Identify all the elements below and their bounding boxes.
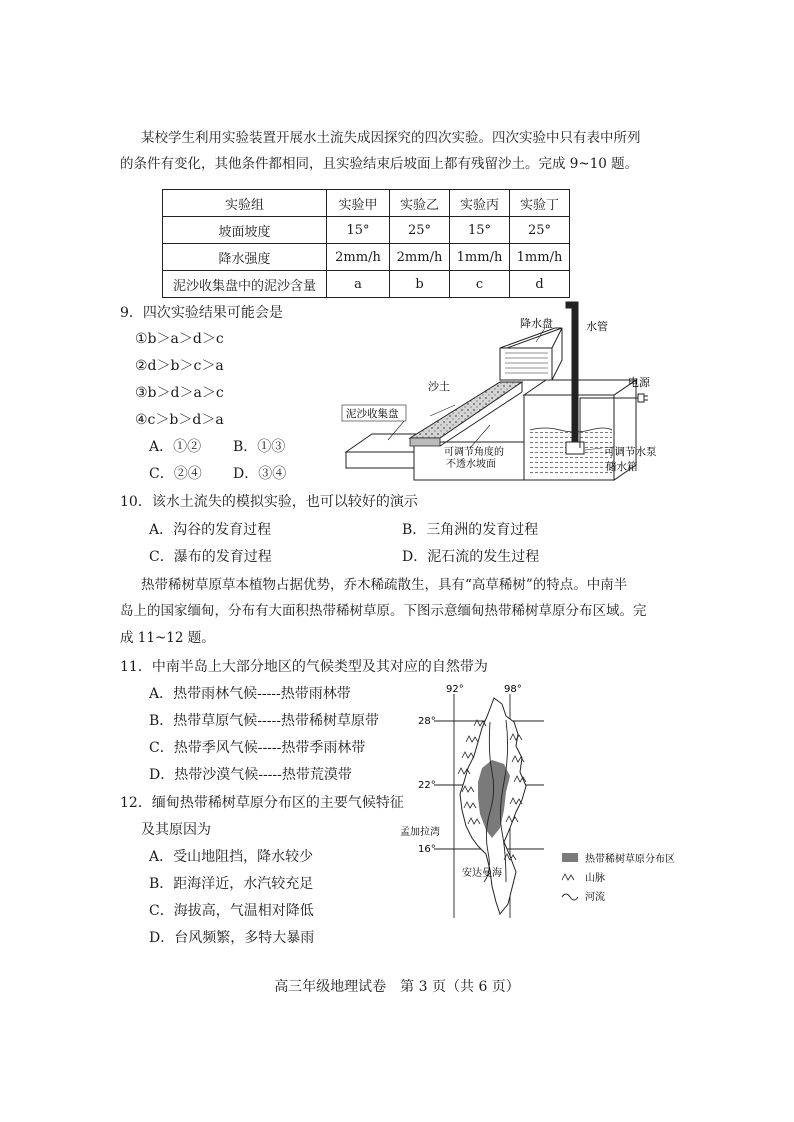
q11-option-d: D．热带沙漠气候-----热带荒漠带 [149,767,352,783]
q12-option-d: D．台风频繁，多特大暴雨 [149,930,315,946]
q9-stem: 9．四次实验结果可能会是 [120,305,283,321]
q11-option-b: B．热带草原气候-----热带稀树草原带 [149,713,379,729]
page-footer: 高三年级地理试卷 第 3 页（共 6 页） [274,979,520,995]
label-rain-box: 降水盘 [520,317,553,330]
label-tray: 泥沙收集盘 [346,408,399,420]
legend-savanna-swatch [562,853,578,862]
passage2-line1: 热带稀树草原草本植物占据优势，乔木稀疏散生，具有“高草稀树”的特点。中南半 [141,577,628,593]
label-tank: 储水箱 [606,461,638,473]
table-cell: 2mm/h [390,244,450,271]
q9-option-a: A．①② [149,439,202,455]
table-cell: c [450,271,510,298]
label-bay-of-bengal: 孟加拉湾 [400,827,440,838]
q11-stem: 11．中南半岛上大部分地区的气候类型及其对应的自然带为 [120,659,488,675]
passage2-line2: 岛上的国家缅甸，分布有大面积热带稀树草原。下图示意缅甸热带稀树草原分布区域。完 [120,603,647,619]
lat-label-22: 22° [418,780,436,791]
q12-option-a: A．受山地阻挡，降水较少 [149,849,314,865]
q10-option-d: D．泥石流的发生过程 [402,549,540,565]
table-cell: 1mm/h [510,244,570,271]
q12-stem-1: 12．缅甸热带稀树草原分布区的主要气候特征 [120,795,404,811]
table-cell: 降水强度 [163,244,327,271]
lon-label-92: 92° [446,684,464,695]
table-cell: 实验组 [163,190,327,217]
label-slope-2: 不透水坡面 [446,459,496,470]
q9-item-1: ①b＞a＞d＞c [135,331,224,347]
rain-box [500,328,562,380]
q11-option-a: A．热带雨林气候-----热带雨林带 [149,686,351,702]
lat-label-16: 16° [418,844,436,855]
q12-option-b: B．距海洋近，水汽较充足 [149,876,314,892]
table-cell: d [510,271,570,298]
label-power: 电源 [628,376,650,389]
pump-icon [566,442,584,454]
passage1-line2: 的条件有变化，其他条件都相同，且实验结束后坡面上都有残留沙土。完成 9~10 题。 [120,156,639,172]
table-cell: 坡面坡度 [163,217,327,244]
table-row [163,190,570,217]
q9-option-b: B．①③ [233,439,286,455]
q9-item-3: ③b＞d＞a＞c [135,385,224,401]
table-cell: 15° [327,217,390,244]
q12-stem-2: 及其原因为 [141,822,211,838]
legend-river-icon [562,894,578,900]
legend-mountain-icon [562,874,574,880]
table-cell: b [390,271,450,298]
q9-option-c: C．②④ [149,466,202,482]
table-cell: 泥沙收集盘中的泥沙含量 [163,271,327,298]
table-cell: 25° [510,217,570,244]
q10-option-a: A．沟谷的发育过程 [149,522,272,538]
sand-slope [410,382,522,438]
table-cell: 15° [450,217,510,244]
lat-label-28: 28° [418,716,436,727]
passage1-line1: 某校学生利用实验装置开展水土流失成因探究的四次实验。四次实验中只有表中所列 [141,130,641,146]
table-cell: 实验丙 [450,190,510,217]
table-cell: 25° [390,217,450,244]
label-pipe: 水管 [586,320,608,333]
table-cell: 实验乙 [390,190,450,217]
table-cell: 实验甲 [327,190,390,217]
table-row [163,244,570,271]
myanmar-savanna-map [392,682,692,922]
q10-option-b: B．三角洲的发育过程 [402,522,539,538]
legend-river-label: 河流 [585,892,605,903]
plug-icon [638,394,644,402]
legend-mountain-label: 山脉 [585,873,605,884]
passage2-line3: 成 11~12 题。 [120,630,215,646]
experiment-apparatus-figure [340,300,670,490]
table-cell: a [327,271,390,298]
lon-label-98: 98° [504,684,522,695]
label-slope-1: 可调节角度的 [444,447,504,458]
q12-option-c: C．海拔高，气温相对降低 [149,903,314,919]
legend-savanna-label: 热带稀树草原分布区 [585,854,675,865]
label-andaman-sea: 安达曼海 [462,868,502,879]
table-cell: 实验丁 [510,190,570,217]
table-row [163,271,570,298]
table-cell: 1mm/h [450,244,510,271]
label-pump: 可调节水泵 [604,446,657,458]
q9-option-d: D．③④ [233,466,287,482]
q10-option-c: C．瀑布的发育过程 [149,549,272,565]
label-sand: 沙土 [428,380,450,393]
table-cell: 2mm/h [327,244,390,271]
q10-stem: 10．该水土流失的模拟实验，也可以较好的演示 [120,494,418,510]
q9-item-2: ②d＞b＞c＞a [135,358,224,374]
experiment-table [162,189,570,298]
table-row [163,217,570,244]
q9-item-4: ④c＞b＞d＞a [135,412,224,428]
q11-option-c: C．热带季风气候-----热带季雨林带 [149,740,366,756]
map-legend [562,852,675,903]
